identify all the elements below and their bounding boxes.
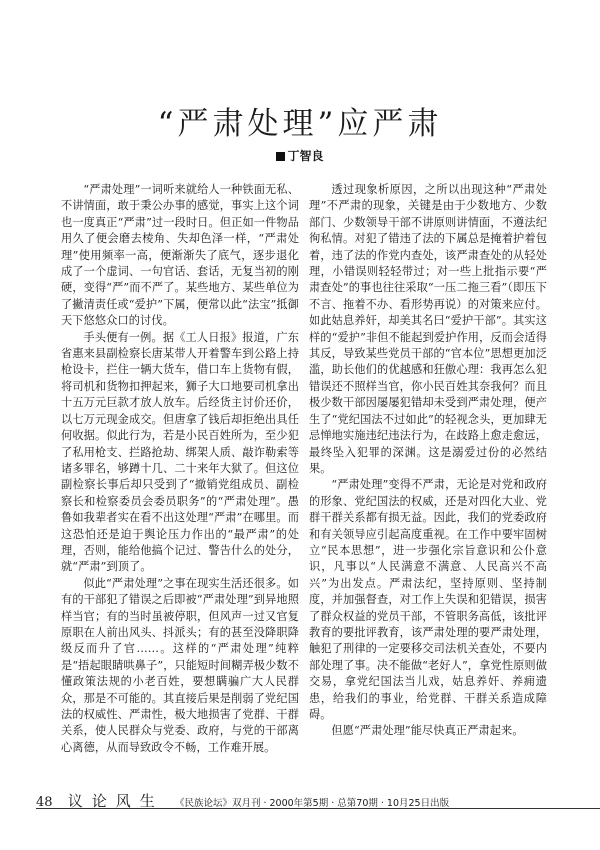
article-title: “严肃处理”应严肃 xyxy=(157,106,443,142)
page-number: 48 xyxy=(36,795,53,810)
paragraph: “严肃处理”一词听来就给人一种铁面无私、不讲情面，敢于秉公办事的感觉，事实上这个词也一度真正“严肃”过一段时日。但正如一件物品用久了便会磨去棱角、失却色泽一样，“严肃处理”使用频率一高，便渐渐失了底气，逐步退化成了一个虚词、一句官话、套话，无复当初的刚硬，变得“严”而不严了。某些地方、某些单位为了撇清责任或“爱护”下属，便常以此“法宝”抵御天下悠悠众口的讨伐。 xyxy=(61,183,299,328)
author-name: 丁智良 xyxy=(287,149,324,163)
section-name: 议论风生 xyxy=(67,792,164,810)
right-column xyxy=(309,182,547,740)
paragraph: 但愿“严肃处理”能尽快真正严肃起来。 xyxy=(331,724,524,738)
paragraph: 手头便有一例。据《工人日报》报道，广东省惠来县副检察长唐某带人开着警车到公路上持枪设卡，拦住一辆大货车，借口车上货物有假，将司机和货物扣押起来，狮子大口地要司机拿出十五万元巨款才放人放车。后经货主讨价还价，以七万元现金成交。但唐拿了钱后却拒绝出具任何收据。似此行为，若是小民百姓所为，至少犯了私用枪支、拦路抢劫、绑架人质、敲诈勒索等诸多罪名，够蹲十几、二十来年大狱了。但这位副检察长事后却只受到了“撤销党组成员、副检察长和检察委员会委员职务”的“严肃处理”。愚鲁如我辈者实在看不出这处理“严肃”在哪里。而这恐怕还是迫于舆论压力作出的“最严肃”的处理，否则，能给他搞个记过、警告什么的处分，就“严肃”到顶了。 xyxy=(61,330,299,574)
publication-info: 《民族论坛》双月刊 · 2000年第5期 · 总第70期 · 10月25日出版 xyxy=(174,798,450,809)
article-author xyxy=(0,147,600,164)
left-column xyxy=(61,182,299,756)
page-footer xyxy=(36,790,600,809)
paragraph: “严肃处理”变得不严肃，无论是对党和政府的形象、党纪国法的权威，还是对四化大业、党群干群关系都有损无益。因此，我们的党委政府和有关领导应引起高度重视。在工作中要牢固树立“民本思想”，进一步强化宗旨意识和公仆意识，凡事以“人民满意不满意、人民高兴不高兴”为出发点。严肃法纪，坚持原则、坚持制度，并加强督查，对工作上失误和犯错误，损害了群众权益的党员干部，不管职务高低，该批评教育的要批评教育，该严肃处理的要严肃处理，触犯了刑律的一定要移交司法机关查处，不要内部处理了事。决不能做“老好人”，拿党性原则做交易，拿党纪国法当儿戏，姑息养奸、养痈遗患，给我们的事业，给党群、干群关系造成障碍。 xyxy=(309,478,547,721)
paragraph: 似此“严肃处理”之事在现实生活还很多。如有的干部犯了错误之后即被“严肃处理”到异地照样当官；有的当时虽被停职，但风声一过又官复原职在人前出风头、抖派头；有的甚至没降职降级反而升了官……。这样的“严肃处理”纯粹是“捂起眼睛哄鼻子”，只能短时间糊弄极少数不懂政策法规的小老百姓，要想瞒骗广大人民群众，那是不可能的。其直接后果是削弱了党纪国法的权威性、严肃性，极大地损害了党群、干群关系，使人民群众与党委、政府，与党的干部离心离德，从而导致政令不畅，工作难开展。 xyxy=(61,576,299,754)
square-bullet-icon xyxy=(276,152,285,161)
paragraph: 透过现象析原因，之所以出现这种“严肃处理”不严肃的现象，关键是由于少数地方、少数部门、少数领导干部不讲原则讲情面，不遵法纪徇私情。对犯了错违了法的下属总是掩着护着包着，违了法的作党内查处，该严肃查处的从轻处理，小错误则轻轻带过；对一些上批指示要“严肃查处”的事也往往采取“一压二拖三看”（即压下不言、拖着不办、看形势再说）的对策来应付。如此姑息养奸，却美其名曰“爱护干部”。其实这样的“爱护”非但不能起到爱护作用，反而会适得其反，导致某些党员干部的“官本位”思想更加泛滥，助长他们的优越感和狂傲心理：我再怎么犯错误还不照样当官，你小民百姓其奈我何？而且极少数干部因屡屡犯错却未受到严肃处理，便产生了“党纪国法不过如此”的轻视念头，更加肆无忌惮地实施违纪违法行为，在歧路上愈走愈远，最终坠入犯罪的深渊。这是溺爱过份的必然结果。 xyxy=(309,183,547,475)
